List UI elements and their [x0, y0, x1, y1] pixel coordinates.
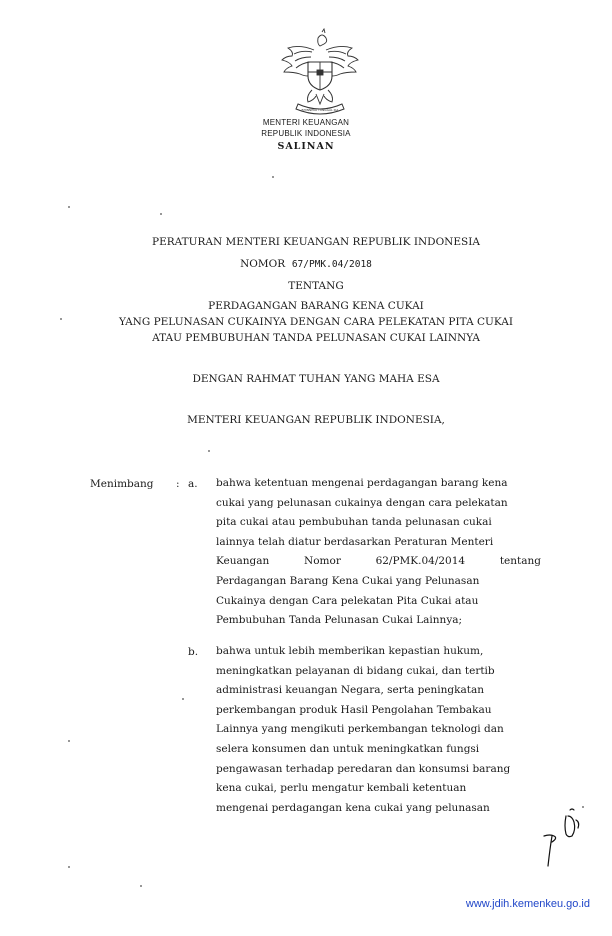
source-website-link[interactable]: www.jdih.kemenkeu.go.id	[465, 898, 590, 910]
subject-line-3: ATAU PEMBUBUHAN TANDA PELUNASAN CUKAI LAINNYA	[152, 332, 480, 344]
initials-signature	[540, 806, 586, 874]
subject-line-2: YANG PELUNASAN CUKAINYA DENGAN CARA PELEKATAN PITA CUKAI	[118, 316, 514, 328]
scan-speck	[60, 318, 62, 320]
number-label: NOMOR	[240, 258, 286, 270]
text-line: lainnya telah diatur berdasarkan Peraturan Menteri	[216, 535, 494, 548]
text-line: mengenai perdagangan kena cukai yang pelunasan	[216, 801, 490, 814]
text-line: perkembangan produk Hasil Pengolahan Tembakau	[216, 703, 492, 716]
number-value: 67/PMK.04/2018	[291, 259, 372, 270]
considering-colon: :	[176, 478, 180, 490]
text-line: bahwa ketentuan mengenai perdagangan barang kena	[216, 477, 508, 489]
country-name: REPUBLIK INDONESIA	[261, 129, 351, 138]
text-fragment: 62/PMK.04/2014	[375, 555, 466, 568]
text-line: Lainnya yang mengikuti perkembangan teknologi dan	[216, 723, 504, 736]
text-line: cukai yang pelunasan cukainya dengan cara pelekatan	[216, 496, 508, 509]
scan-speck	[182, 698, 184, 700]
text-line: Cukainya dengan Cara pelekatan Pita Cukai atau	[216, 594, 479, 607]
text-line: Pembubuhan Tanda Pelunasan Cukai Lainnya;	[216, 614, 463, 627]
about-heading: TENTANG	[288, 280, 344, 292]
considering-item-b	[216, 642, 541, 818]
text-line	[216, 552, 541, 572]
scan-speck	[272, 176, 274, 178]
regulation-number	[0, 258, 612, 270]
svg-text:BHINNEKA TUNGGAL IKA: BHINNEKA TUNGGAL IKA	[301, 108, 339, 112]
scan-speck	[68, 740, 70, 742]
text-line: selera konsumen dan untuk meningkatkan fungsi	[216, 742, 480, 755]
text-line: pita cukai atau pembubuhan tanda pelunasan cukai	[216, 516, 492, 529]
scan-speck	[582, 806, 584, 808]
item-marker-a: a.	[188, 478, 198, 490]
garuda-emblem-icon	[278, 28, 362, 118]
item-marker-b: b.	[188, 646, 199, 658]
scan-speck	[140, 885, 142, 887]
considering-item-a	[216, 474, 541, 631]
regulation-title: PERATURAN MENTERI KEUANGAN REPUBLIK INDONESIA	[152, 236, 480, 248]
minister-heading: MENTERI KEUANGAN REPUBLIK INDONESIA,	[187, 414, 445, 426]
text-line: bahwa untuk lebih memberikan kepastian hukum,	[216, 645, 484, 657]
text-line: meningkatkan pelayanan di bidang cukai, dan tertib	[216, 664, 495, 677]
subject-line-1: PERDAGANGAN BARANG KENA CUKAI	[208, 300, 424, 312]
text-line: pengawasan terhadap peredaran dan konsumsi barang	[216, 762, 511, 775]
scan-speck	[68, 206, 70, 208]
text-line: administrasi keuangan Negara, serta peningkatan	[216, 684, 485, 697]
considering-label: Menimbang	[90, 478, 154, 490]
scan-speck	[208, 450, 210, 452]
text-fragment: Nomor	[304, 555, 341, 568]
text-fragment: Keuangan	[216, 555, 270, 568]
text-line: Perdagangan Barang Kena Cukai yang Pelunasan	[216, 574, 480, 587]
scan-speck	[160, 213, 162, 215]
scan-speck	[68, 866, 70, 868]
text-fragment: tentang	[499, 555, 541, 568]
invocation: DENGAN RAHMAT TUHAN YANG MAHA ESA	[192, 373, 440, 385]
ministry-name: MENTERI KEUANGAN	[262, 118, 350, 127]
copy-stamp: SALINAN	[277, 141, 335, 152]
text-line: kena cukai, perlu mengatur kembali ketentuan	[216, 782, 467, 795]
